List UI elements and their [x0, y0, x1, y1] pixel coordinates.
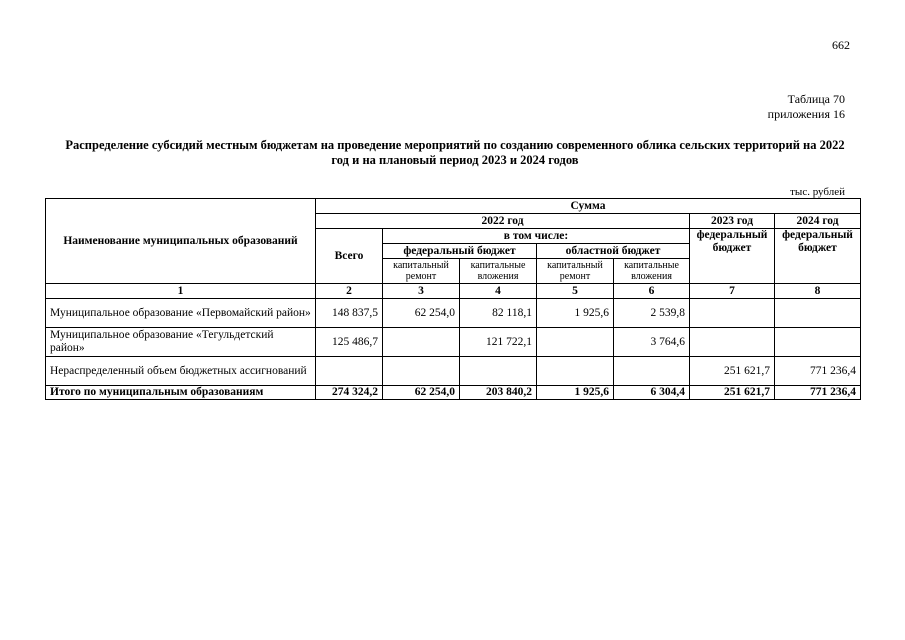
cell-reg-invest: 2 539,8 [614, 299, 690, 328]
header-fed-capital-investment: капитальные вложения [460, 259, 537, 284]
header-federal-2023: федеральный бюджет [690, 229, 775, 284]
cell-reg-invest: 3 764,6 [614, 328, 690, 357]
cell-fed-repair [383, 328, 460, 357]
row-name: Муниципальное образование «Первомайский район» [46, 299, 316, 328]
header-regional-budget: областной бюджет [537, 244, 690, 259]
header-year-2023: 2023 год [690, 214, 775, 229]
cell-2024 [775, 328, 861, 357]
budget-table [45, 198, 861, 400]
page-number: 662 [832, 38, 850, 52]
table-row [46, 328, 861, 357]
unit-label: тыс. рублей [790, 186, 845, 198]
header-sum: Сумма [316, 199, 861, 214]
cell-reg-repair [537, 357, 614, 386]
column-number: 7 [690, 284, 775, 299]
cell-reg-repair: 1 925,6 [537, 299, 614, 328]
cell-fed-invest: 82 118,1 [460, 299, 537, 328]
table-reference [680, 92, 845, 122]
header-reg-capital-repair: капитальный ремонт [537, 259, 614, 284]
cell-fed-repair [383, 357, 460, 386]
table-number: Таблица 70 [787, 92, 845, 106]
column-number: 1 [46, 284, 316, 299]
column-number: 8 [775, 284, 861, 299]
header-year-2022: 2022 год [316, 214, 690, 229]
column-number: 3 [383, 284, 460, 299]
column-number: 5 [537, 284, 614, 299]
cell-2024 [775, 299, 861, 328]
cell-fed-invest: 121 722,1 [460, 328, 537, 357]
cell-2023: 251 621,7 [690, 357, 775, 386]
cell-reg-invest [614, 357, 690, 386]
appendix-number: приложения 16 [767, 107, 845, 121]
cell-2023 [690, 328, 775, 357]
header-year-2024: 2024 год [775, 214, 861, 229]
total-cell-2024: 771 236,4 [775, 386, 861, 400]
total-row-name: Итого по муниципальным образованиям [46, 386, 316, 400]
total-cell-fed-invest: 203 840,2 [460, 386, 537, 400]
header-name-column: Наименование муниципальных образований [46, 199, 316, 284]
cell-total: 125 486,7 [316, 328, 383, 357]
header-including: в том числе: [383, 229, 690, 244]
cell-fed-repair: 62 254,0 [383, 299, 460, 328]
cell-reg-repair [537, 328, 614, 357]
column-number: 2 [316, 284, 383, 299]
row-name: Нераспределенный объем бюджетных ассигнований [46, 357, 316, 386]
table-row [46, 357, 861, 386]
header-federal-2024: федеральный бюджет [775, 229, 861, 284]
total-cell-total: 274 324,2 [316, 386, 383, 400]
cell-2024: 771 236,4 [775, 357, 861, 386]
header-fed-capital-repair: капитальный ремонт [383, 259, 460, 284]
cell-fed-invest [460, 357, 537, 386]
total-cell-2023: 251 621,7 [690, 386, 775, 400]
column-number: 6 [614, 284, 690, 299]
header-reg-capital-investment: капитальные вложения [614, 259, 690, 284]
header-federal-budget: федеральный бюджет [383, 244, 537, 259]
total-cell-reg-invest: 6 304,4 [614, 386, 690, 400]
cell-total [316, 357, 383, 386]
column-number: 4 [460, 284, 537, 299]
total-row [46, 386, 861, 400]
document-title: Распределение субсидий местным бюджетам на проведение мероприятий по созданию современного облика сельских территорий на 2022 год и на плановый период 2023 и 2024 годов [65, 138, 845, 167]
cell-2023 [690, 299, 775, 328]
cell-total: 148 837,5 [316, 299, 383, 328]
total-cell-fed-repair: 62 254,0 [383, 386, 460, 400]
table-row [46, 299, 861, 328]
row-name: Муниципальное образование «Тегульдетский район» [46, 328, 316, 357]
header-total: Всего [316, 229, 383, 284]
total-cell-reg-repair: 1 925,6 [537, 386, 614, 400]
